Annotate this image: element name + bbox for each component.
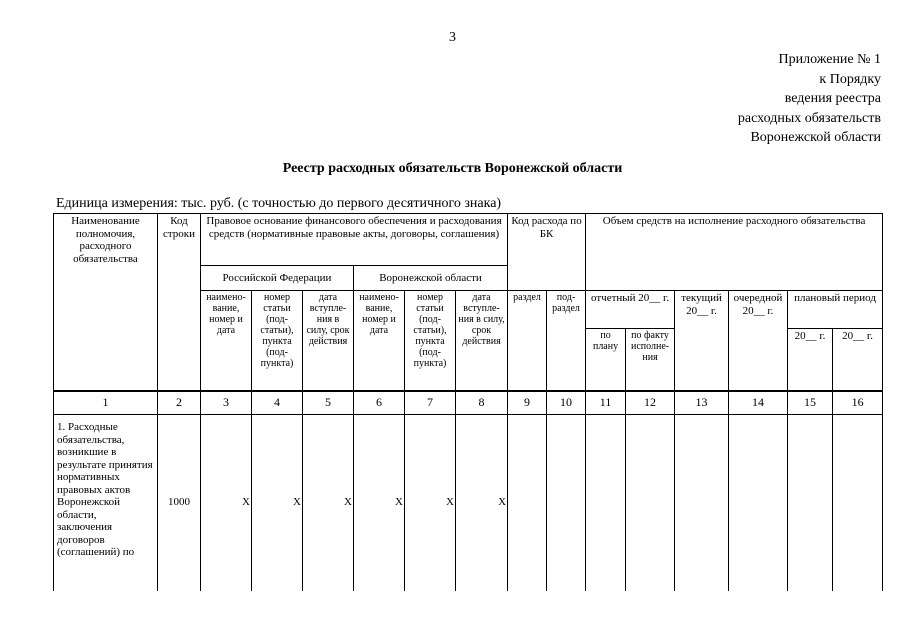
header-rf-date: дата вступле-ния в силу, срок действия xyxy=(303,291,354,391)
column-number: 12 xyxy=(626,391,675,415)
unit-of-measure: Единица измерения: тыс. руб. (с точностью до первого десятичного знака) xyxy=(56,196,502,211)
appendix-note xyxy=(738,50,881,148)
empty-cell xyxy=(626,415,675,591)
x-mark: X xyxy=(456,415,508,591)
header-current-year: текущий 20__ г. xyxy=(675,291,729,391)
empty-cell xyxy=(675,415,729,591)
column-number: 9 xyxy=(508,391,547,415)
column-number: 5 xyxy=(303,391,354,415)
header-reporting-year: отчетный 20__ г. xyxy=(586,291,675,329)
column-number: 8 xyxy=(456,391,508,415)
header-vo-name: наимено-вание, номер и дата xyxy=(354,291,405,391)
column-number: 7 xyxy=(405,391,456,415)
header-vo: Воронежской области xyxy=(354,266,508,291)
registry-table xyxy=(53,213,883,591)
column-number: 1 xyxy=(54,391,158,415)
header-by-plan: по плану xyxy=(586,329,626,391)
empty-cell xyxy=(788,415,833,591)
header-planned-period: плановый период xyxy=(788,291,883,329)
header-subsection: под-раздел xyxy=(547,291,586,391)
header-rf-name: наимено-вание, номер и дата xyxy=(201,291,252,391)
header-legal-basis: Правовое основание финансового обеспечения и расходования средств (нормативные правовые акты, договоры, соглашения) xyxy=(201,214,508,266)
column-number: 3 xyxy=(201,391,252,415)
empty-cell xyxy=(547,415,586,591)
document-title: Реестр расходных обязательств Воронежской области xyxy=(282,161,623,176)
column-number: 14 xyxy=(729,391,788,415)
header-vo-article: номер статьи (под-статьи), пункта (под-пункта) xyxy=(405,291,456,391)
x-mark: X xyxy=(201,415,252,591)
empty-cell xyxy=(508,415,547,591)
header-next-year: очередной 20__ г. xyxy=(729,291,788,391)
header-plan-year-2: 20__ г. xyxy=(833,329,883,391)
page-number: 3 xyxy=(449,30,456,45)
header-section: раздел xyxy=(508,291,547,391)
x-mark: X xyxy=(354,415,405,591)
empty-cell xyxy=(833,415,883,591)
header-row-1 xyxy=(54,214,883,266)
column-number: 10 xyxy=(547,391,586,415)
header-rf: Российской Федерации xyxy=(201,266,354,291)
appendix-line: Воронежской области xyxy=(750,130,881,145)
x-mark: X xyxy=(405,415,456,591)
column-number: 11 xyxy=(586,391,626,415)
row-name: 1. Расходные обязательства, возникшие в результате принятия нормативных правовых актов Воронежской области, заключения договоров (соглашений) по xyxy=(54,415,158,591)
header-rf-article: номер статьи (под-статьи), пункта (под-пункта) xyxy=(252,291,303,391)
header-vo-date: дата вступле-ния в силу, срок действия xyxy=(456,291,508,391)
appendix-line: ведения реестра xyxy=(784,91,881,106)
column-number-row xyxy=(54,391,883,415)
header-bk-code: Код расхода по БК xyxy=(508,214,586,291)
header-volume: Объем средств на исполнение расходного обязательства xyxy=(586,214,883,291)
column-number: 15 xyxy=(788,391,833,415)
column-number: 6 xyxy=(354,391,405,415)
appendix-line: Приложение № 1 xyxy=(778,52,881,67)
appendix-line: к Порядку xyxy=(819,71,881,87)
column-number: 16 xyxy=(833,391,883,415)
header-by-fact: по факту исполне-ния xyxy=(626,329,675,391)
column-number: 2 xyxy=(158,391,201,415)
x-mark: X xyxy=(252,415,303,591)
header-code: Код строки xyxy=(158,214,201,391)
column-number: 13 xyxy=(675,391,729,415)
table-row xyxy=(54,415,883,591)
header-plan-year-1: 20__ г. xyxy=(788,329,833,391)
empty-cell xyxy=(729,415,788,591)
empty-cell xyxy=(586,415,626,591)
header-name: Наименование полномочия, расходного обязательства xyxy=(54,214,158,391)
x-mark: X xyxy=(303,415,354,591)
appendix-line: расходных обязательств xyxy=(737,110,881,126)
column-number: 4 xyxy=(252,391,303,415)
row-code: 1000 xyxy=(158,415,201,591)
